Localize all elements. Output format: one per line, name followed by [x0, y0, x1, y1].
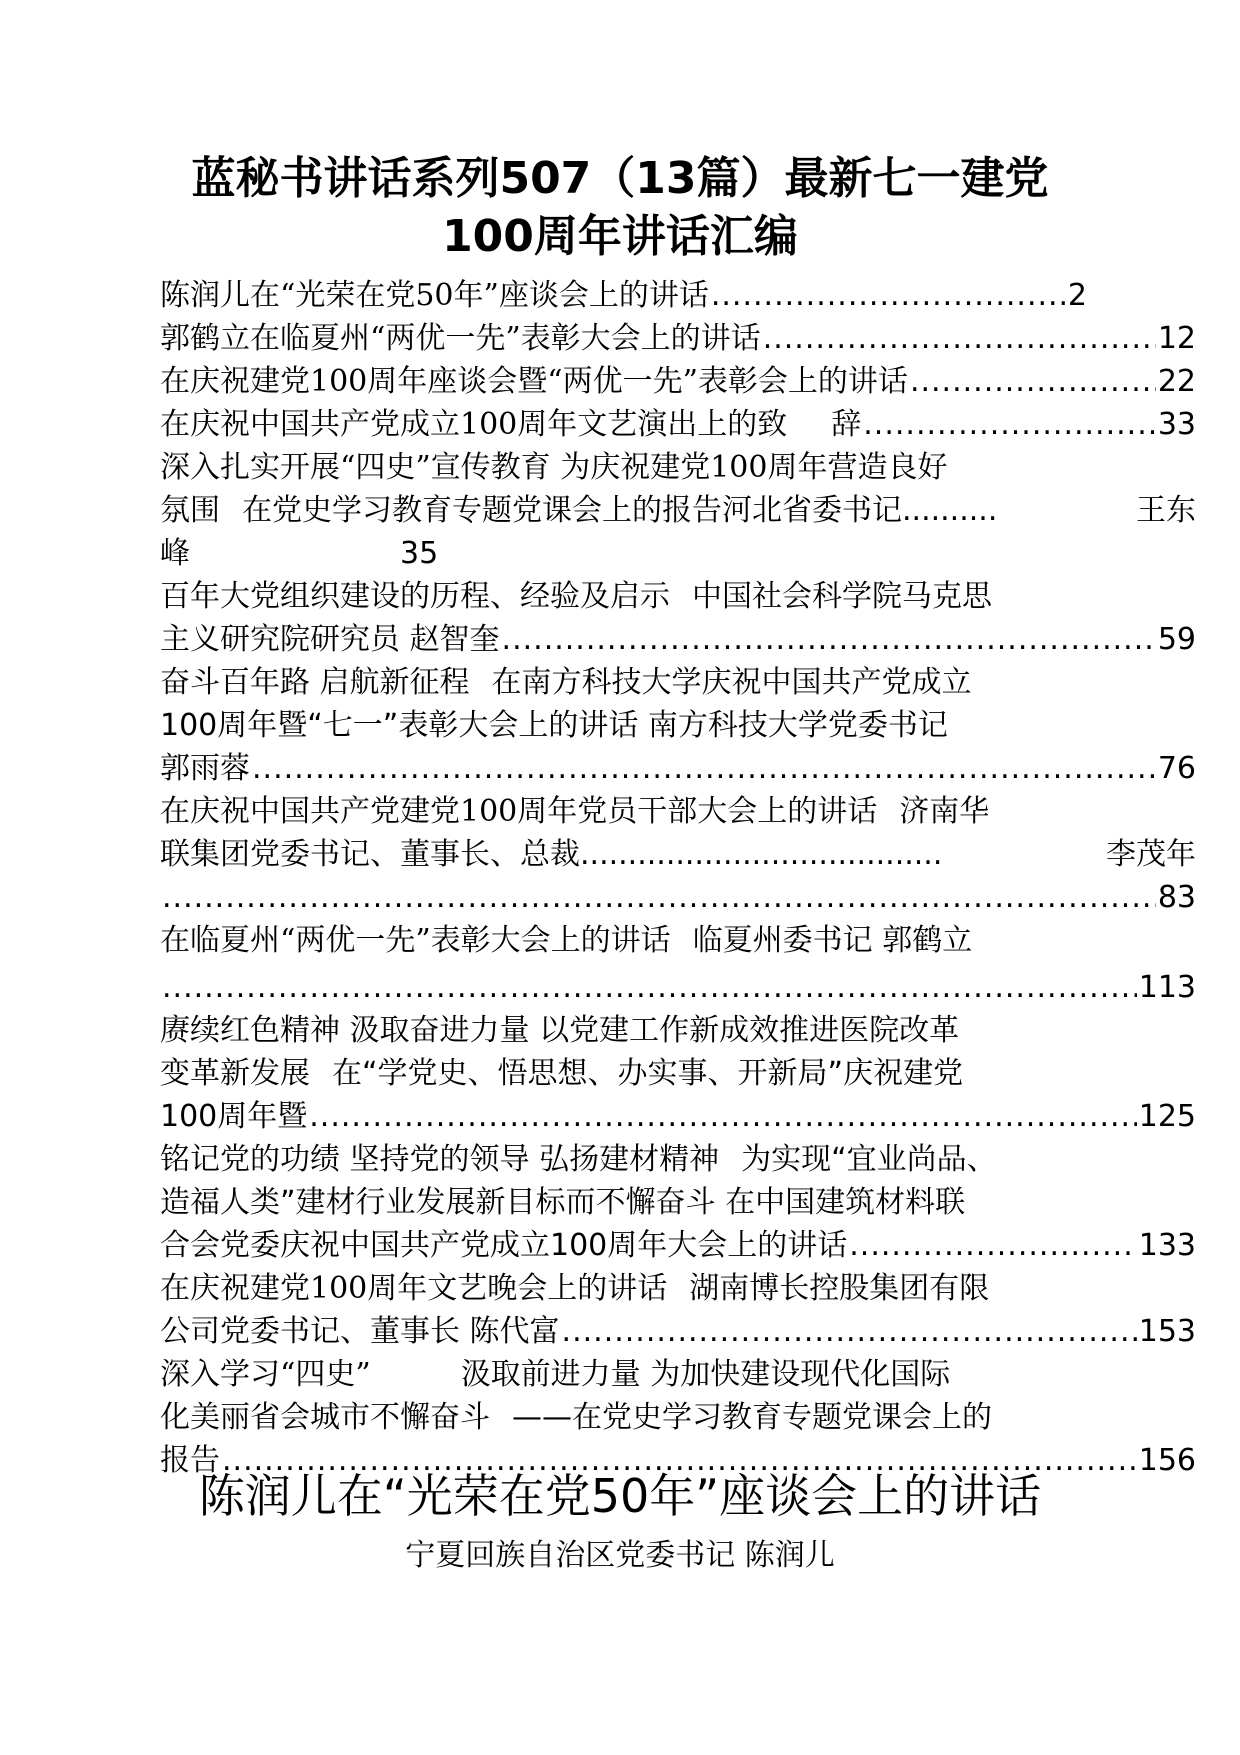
toc-entry-title: 陈润儿在“光荣在党50年”座谈会上的讲话 [160, 278, 709, 313]
title-line-1: 蓝秘书讲话系列507（13篇）最新七一建党 [191, 153, 1049, 204]
toc-entry[interactable] [160, 274, 1087, 317]
toc-entry-title-line: 造福人类”建材行业发展新目标而不懈奋斗 在中国建筑材料联 [160, 1185, 966, 1220]
toc-entry-title: 在庆祝中国共产党成立100周年文艺演出上的致 辞 [160, 407, 862, 442]
toc-entry[interactable] [160, 446, 1196, 575]
toc-entry-title-line: 深入扎实开展“四史”宣传教育 为庆祝建党100周年营造良好 [160, 450, 948, 485]
toc-entry-title-line: 赓续红色精神 汲取奋进力量 以党建工作新成效推进医院改革 [160, 1013, 960, 1048]
toc-entry[interactable] [160, 790, 1196, 919]
toc-page-number: 153 [1138, 1314, 1196, 1349]
toc-entry-title-line: 公司党委书记、董事长 陈代富 ..... 153 [160, 1310, 1196, 1353]
toc-page-number: 133 [1138, 1228, 1196, 1263]
toc-entry-title: 郭鹤立在临夏州“两优一先”表彰大会上的讲话 [160, 321, 761, 356]
toc-entry-title-line: 变革新发展 在“学党史、悟思想、办实事、开新局”庆祝建党 [160, 1056, 964, 1091]
toc-entry-title-line: 主义研究院研究员 赵智奎 ..... 59 [160, 618, 1196, 661]
toc-entry[interactable] [160, 403, 1196, 446]
toc-entry[interactable] [160, 919, 1196, 1009]
toc-page-number: 83 [1157, 880, 1196, 915]
section-title: 陈润儿在“光荣在党50年”座谈会上的讲话 [198, 1469, 1042, 1523]
dot-leader [763, 317, 1156, 360]
dot-leader: .......... [902, 493, 998, 528]
dot-leader [711, 274, 1066, 317]
toc-entry[interactable] [160, 360, 1196, 403]
toc-page-number: 12 [1157, 321, 1196, 356]
toc-entry-title-line [160, 966, 1196, 1009]
toc-page-number: 113 [1138, 970, 1196, 1005]
toc-entry-title-line: 在庆祝建党100周年文艺晚会上的讲话 湖南博长控股集团有限 [160, 1271, 990, 1306]
toc-page-number: 22 [1157, 364, 1196, 399]
dot-leader [162, 966, 1137, 1009]
toc-entry[interactable] [160, 317, 1196, 360]
toc-entry-title-line: 铭记党的功绩 坚持党的领导 弘扬建材精神 为实现“宜业尚品、 [160, 1142, 997, 1177]
toc-page-number: 156 [1138, 1443, 1196, 1478]
toc-entry-title-line: 合会党委庆祝中国共产党成立100周年大会上的讲话 ..... 133 [160, 1224, 1196, 1267]
dot-leader [849, 1224, 1136, 1267]
toc-page-number: 125 [1138, 1099, 1196, 1134]
toc-entry-title-line: 深入学习“四史” 汲取前进力量 为加快建设现代化国际 [160, 1357, 951, 1392]
toc-entry-title-line [160, 876, 1196, 919]
toc-entry[interactable] [160, 1138, 1196, 1267]
dot-leader [162, 876, 1156, 919]
toc-page-number: 35 [400, 536, 439, 571]
toc-entry-title: 在庆祝建党100周年座谈会暨“两优一先”表彰会上的讲话 [160, 364, 908, 399]
section-author: 宁夏回族自治区党委书记 陈润儿 [405, 1538, 835, 1573]
toc-entry-title-line: 峰 35 [160, 536, 439, 571]
toc-entry-title-line: 化美丽省会城市不懈奋斗 ——在党史学习教育专题党课会上的 [160, 1400, 992, 1435]
document-title [150, 150, 1090, 266]
toc-entry[interactable] [160, 1267, 1196, 1353]
toc-page-number: 76 [1157, 751, 1196, 786]
dot-leader [562, 1310, 1137, 1353]
dot-leader [502, 618, 1156, 661]
toc-entry[interactable] [160, 575, 1196, 661]
dot-leader [309, 1095, 1136, 1138]
table-of-contents [160, 274, 1196, 1482]
toc-entry-title-line: 报告 ..... 156 [160, 1439, 1196, 1482]
toc-entry-title-line: 联集团党委书记、董事长、总裁 ...................................... 李茂年 [160, 833, 1196, 876]
toc-entry-title-line: 百年大党组织建设的历程、经验及启示 中国社会科学院马克思 [160, 579, 992, 614]
toc-page-number: 33 [1157, 407, 1196, 442]
toc-page-number: 59 [1157, 622, 1196, 657]
toc-entry-title-line: 奋斗百年路 启航新征程 在南方科技大学庆祝中国共产党成立 [160, 665, 972, 700]
toc-entry-title-line: 100周年暨 ..... 125 [160, 1095, 1196, 1138]
toc-entry[interactable] [160, 1009, 1196, 1138]
toc-page-number: 2 [1067, 278, 1087, 313]
title-line-2: 100周年讲话汇编 [442, 211, 798, 262]
toc-entry-title-line: 100周年暨“七一”表彰大会上的讲话 南方科技大学党委书记 [160, 708, 948, 743]
toc-entry[interactable] [160, 1353, 1196, 1482]
toc-entry[interactable] [160, 661, 1196, 790]
toc-entry-title-line: 在临夏州“两优一先”表彰大会上的讲话 临夏州委书记 郭鹤立 [160, 923, 973, 958]
toc-entry-title-line: 氛围 在党史学习教育专题党课会上的报告河北省委书记 .......... 王东 [160, 489, 1196, 532]
dot-leader: ...................................... [580, 837, 943, 872]
toc-entry-title-line: 在庆祝中国共产党建党100周年党员干部大会上的讲话 济南华 [160, 794, 990, 829]
dot-leader [910, 360, 1156, 403]
dot-leader [252, 747, 1156, 790]
toc-entry-title-line: 郭雨蓉 ..... 76 [160, 747, 1196, 790]
dot-leader [863, 403, 1156, 446]
